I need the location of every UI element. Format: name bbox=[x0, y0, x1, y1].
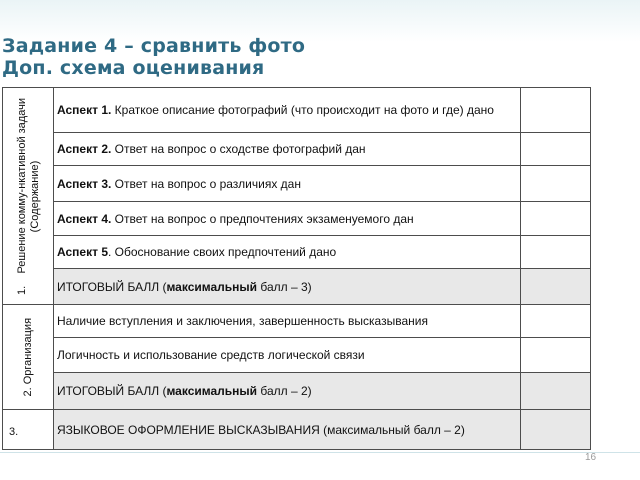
score-cell bbox=[521, 202, 590, 235]
aspect-4-label: Аспект 4. bbox=[57, 211, 112, 226]
row-divider bbox=[53, 132, 590, 133]
table-row bbox=[54, 133, 521, 165]
table-row bbox=[54, 305, 521, 337]
score-cell bbox=[521, 410, 590, 449]
section-1-label bbox=[16, 98, 41, 295]
slide-title bbox=[2, 36, 305, 79]
aspect-5-label: Аспект 5 bbox=[57, 245, 108, 259]
slide-title-line-2: Доп. схема оценивания bbox=[2, 56, 265, 79]
score-cell bbox=[521, 338, 590, 372]
score-cell bbox=[521, 269, 590, 304]
organization-row-2-text: Логичность и использование средств логической связи bbox=[57, 348, 365, 362]
total-1-suffix: балл – 3) bbox=[257, 279, 312, 294]
section-1-subtitle: (Содержание) bbox=[28, 160, 41, 232]
table-row bbox=[54, 88, 521, 132]
section-3-total-row bbox=[54, 410, 521, 449]
row-divider bbox=[53, 372, 590, 373]
section-2-label-cell bbox=[3, 305, 54, 409]
assessment-table bbox=[2, 87, 591, 450]
section-2-label: 2. Организация bbox=[22, 317, 35, 397]
slide-title-line-1: Задание 4 – сравнить фото bbox=[2, 35, 306, 57]
score-cell bbox=[521, 373, 590, 409]
score-cell bbox=[521, 236, 590, 268]
table-row bbox=[54, 236, 521, 268]
row-divider bbox=[53, 201, 590, 202]
section-1-total-row bbox=[54, 269, 521, 304]
section-3-total-text: ЯЗЫКОВОЕ ОФОРМЛЕНИЕ ВЫСКАЗЫВАНИЯ (максимальный балл – 2) bbox=[57, 422, 465, 437]
section-2-total-row bbox=[54, 373, 521, 409]
score-cell bbox=[521, 133, 590, 165]
score-cell bbox=[521, 305, 590, 337]
aspect-2-label: Аспект 2. bbox=[57, 142, 112, 156]
row-divider bbox=[53, 165, 590, 166]
row-divider bbox=[53, 235, 590, 236]
aspect-1-text: Краткое описание фотографий (что происходит на фото и где) дано bbox=[111, 103, 494, 117]
table-row bbox=[54, 166, 521, 201]
footer-rule bbox=[0, 452, 640, 453]
section-divider bbox=[3, 304, 590, 305]
aspect-1-label: Аспект 1. bbox=[57, 103, 112, 117]
row-divider bbox=[53, 268, 590, 269]
row-divider bbox=[53, 337, 590, 338]
section-1-label-cell bbox=[3, 88, 54, 304]
aspect-3-label: Аспект 3. bbox=[57, 176, 112, 191]
section-3-label: 3. bbox=[9, 426, 19, 438]
total-2-bold: максимальный bbox=[166, 384, 258, 398]
total-1-prefix: ИТОГОВЫЙ БАЛЛ ( bbox=[57, 279, 167, 294]
page-number: 16 bbox=[585, 452, 597, 463]
score-cell bbox=[521, 166, 590, 201]
score-cell bbox=[521, 88, 590, 132]
organization-row-1-text: Наличие вступления и заключения, завершенность высказывания bbox=[57, 314, 428, 328]
total-2-suffix: балл – 2) bbox=[257, 384, 312, 398]
section-divider bbox=[3, 409, 590, 410]
table-row bbox=[54, 338, 521, 372]
aspect-4-text: Ответ на вопрос о предпочтениях экзаменуемого дан bbox=[111, 211, 414, 226]
aspect-5-text: . Обоснование своих предпочтений дано bbox=[108, 245, 337, 259]
table-row bbox=[54, 202, 521, 235]
aspect-3-text: Ответ на вопрос о различиях дан bbox=[111, 176, 301, 191]
section-1-number: 1. bbox=[16, 285, 29, 295]
total-1-bold: максимальный bbox=[166, 279, 258, 294]
section-1-title: Решение комму-нкативной задачи bbox=[16, 97, 29, 274]
total-2-prefix: ИТОГОВЫЙ БАЛЛ ( bbox=[57, 384, 167, 398]
aspect-2-text: Ответ на вопрос о сходстве фотографий дан bbox=[111, 142, 366, 156]
